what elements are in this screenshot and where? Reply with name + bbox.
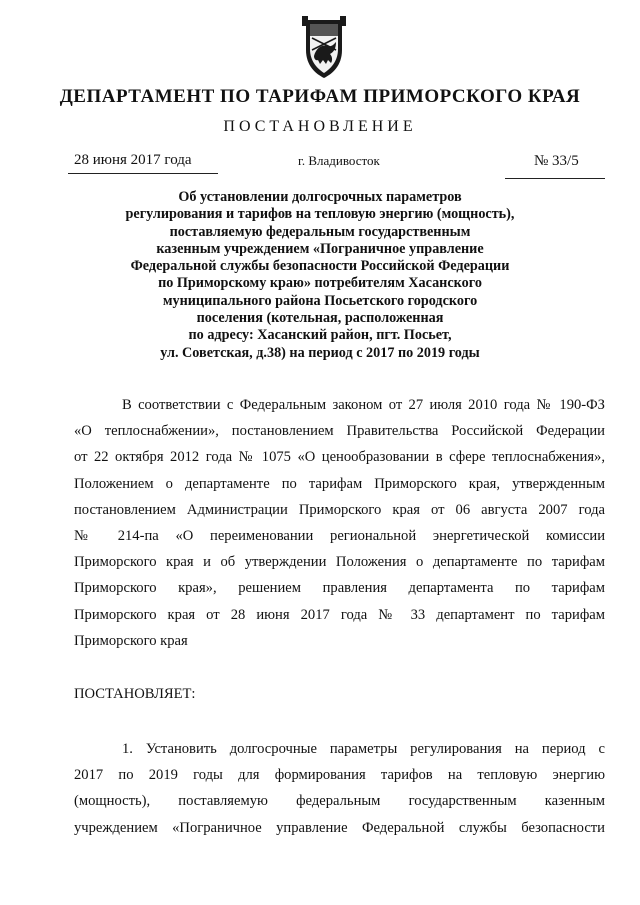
document-number: № 33/5 <box>534 153 579 169</box>
subject-line: поселения (котельная, расположенная <box>196 310 444 327</box>
clause-paragraph <box>74 736 605 841</box>
paragraph-line: Приморского края от 28 июня 2017 года № 33 департамент по тарифам <box>74 606 605 623</box>
paragraph-line: постановлением Администрации Приморского края от 06 августа 2007 года <box>74 501 605 518</box>
document-type: ПОСТАНОВЛЕНИЕ <box>223 118 417 135</box>
document-date: 28 июня 2017 года <box>74 152 192 168</box>
coat-of-arms-icon <box>296 16 352 82</box>
subject-line: казенным учреждением «Пограничное управление <box>156 240 484 257</box>
paragraph-line: 2017 по 2019 годы для формирования тарифов на тепловую энергию <box>74 767 605 784</box>
subject-line: по адресу: Хасанский район, пгт. Посьет, <box>188 327 452 344</box>
paragraph-line: от 22 октября 2012 года № 1075 «О ценообразовании в сфере теплоснабжения», <box>74 449 605 466</box>
subject-line: Об установлении долгосрочных параметров <box>178 189 462 205</box>
paragraph-line: (мощность), поставляемую федеральным государственным казенным <box>74 793 605 810</box>
date-underline <box>68 173 218 174</box>
resolves-heading: ПОСТАНОВЛЯЕТ: <box>74 686 196 702</box>
paragraph-line: Приморского края и об утверждении Положения о департаменте по тарифам <box>74 554 605 571</box>
number-underline <box>505 178 605 179</box>
paragraph-line: учреждением «Пограничное управление Федеральной службы безопасности <box>74 819 605 836</box>
subject-line: муниципального района Посьетского городского <box>162 292 478 309</box>
paragraph-line: Приморского края <box>74 632 188 649</box>
department-title: ДЕПАРТАМЕНТ ПО ТАРИФАМ ПРИМОРСКОГО КРАЯ <box>59 86 581 107</box>
subject-line: регулирования и тарифов на тепловую энергию (мощность), <box>125 206 515 223</box>
subject-line: ул. Советская, д.38) на период с 2017 по 2019 годы <box>160 344 480 361</box>
subject-line: по Приморскому краю» потребителям Хасанского <box>158 275 482 292</box>
paragraph-line: «О теплоснабжении», постановлением Правительства Российской Федерации <box>74 423 605 440</box>
document-subject <box>100 189 540 362</box>
document-city: г. Владивосток <box>298 153 380 168</box>
paragraph-line: В соответствии с Федеральным законом от 27 июля 2010 года № 190-ФЗ <box>122 397 605 413</box>
paragraph-line: 1. Установить долгосрочные параметры регулирования на период с <box>122 741 605 757</box>
subject-line: поставляемую федеральным государственным <box>169 223 471 240</box>
preamble-paragraph <box>74 392 605 654</box>
paragraph-line: Положением о департаменте по тарифам Приморского края, утвержденным <box>74 475 605 492</box>
paragraph-line: № 214-па «О переименовании региональной энергетической комиссии <box>74 528 605 545</box>
paragraph-line: Приморского края», решением правления департамента по тарифам <box>74 580 605 597</box>
subject-line: Федеральной службы безопасности Российской Федерации <box>130 258 510 275</box>
